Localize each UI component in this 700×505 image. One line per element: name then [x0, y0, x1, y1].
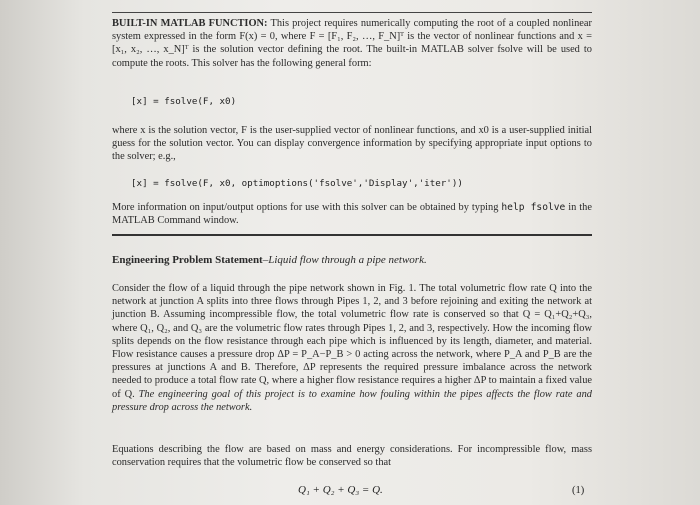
code-fsolve-basic: [x] = fsolve(F, x0): [131, 96, 237, 107]
help-text-b: in the MATLAB Command window.: [112, 202, 592, 227]
top-rule: [112, 12, 592, 13]
engineering-goal: The engineering goal of this project is to examine how fouling within the pipes affects the flow rate and pressure drop across the network.: [112, 388, 592, 413]
code-fsolve-options: [x] = fsolve(F, x0, optimoptions('fsolve','Display','iter')): [131, 178, 463, 189]
mass-conservation-equation: Q₁ + Q₂ + Q₃ = Q.: [298, 484, 383, 496]
governing-equations-intro: [112, 443, 592, 469]
intro-text: This project requires numerically computing the root of a coupled nonlinear system expressed in the form F(x) = 0, where F = [F₁, F₂, …, F_N]ᵀ is the vector of nonlinear functions and x = [x₁, x₂, …, x_N]ᵀ is the solution vector defining the root. The built-in MATLAB solver fsolve will be used to compute the roots. This solver has the following general form:: [112, 18, 592, 69]
pipe-network-description: [112, 282, 592, 414]
problem-statement-heading: [112, 254, 592, 267]
matlab-function-section: [112, 17, 592, 70]
problem-title: Engineering Problem Statement: [112, 254, 263, 266]
section-heading: BUILT-IN MATLAB FUNCTION:: [112, 18, 268, 29]
section-divider: [112, 234, 592, 236]
equation-number: (1): [572, 485, 585, 496]
solver-description: [112, 124, 592, 164]
governing-equations-text: Equations describing the flow are based on mass and energy considerations. For incompressible flow, mass conservation requires that the volumetric flow be conserved so that: [112, 444, 592, 469]
pipe-network-text: Consider the flow of a liquid through the pipe network shown in Fig. 1. The total volumetric flow rate Q into the network at junction A splits into three flows through Pipes 1, 2, and 3 before rejoining and exiting the network at junction B. Assuming incompressible flow, the total volumetric flow rate is conserved so that Q = Q₁+Q₂+Q₃, where Q₁, Q₂, and Q₃ are the volumetric flow rates through Pipes 1, 2, and 3, respectively. How the incoming flow splits depends on the flow resistance through each pipe which is influenced by its length, diameter, and material. Flow resistance causes a pressure drop ΔP = P_A−P_B > 0 acting across the network, where P_A and P_B are the pressures at junctions A and B. Therefore, ΔP represents the required pressure imbalance across the network needed to produce a total flow rate Q, where a higher flow resistance requires a higher ΔP to maintain a fixed value of Q.: [112, 283, 592, 400]
intro-paragraph: [112, 17, 592, 70]
help-command: help fsolve: [501, 202, 566, 213]
problem-subtitle: –Liquid flow through a pipe network.: [262, 254, 427, 266]
help-paragraph: [112, 201, 592, 227]
help-text-a: More information on input/output options for use with this solver can be obtained by typing: [112, 202, 499, 213]
solver-description-text: where x is the solution vector, F is the user-supplied vector of nonlinear functions, and x0 is a user-supplied initial guess for the solution vector. You can display convergence information by specifying appropriate input options to the solver; e.g.,: [112, 125, 592, 163]
